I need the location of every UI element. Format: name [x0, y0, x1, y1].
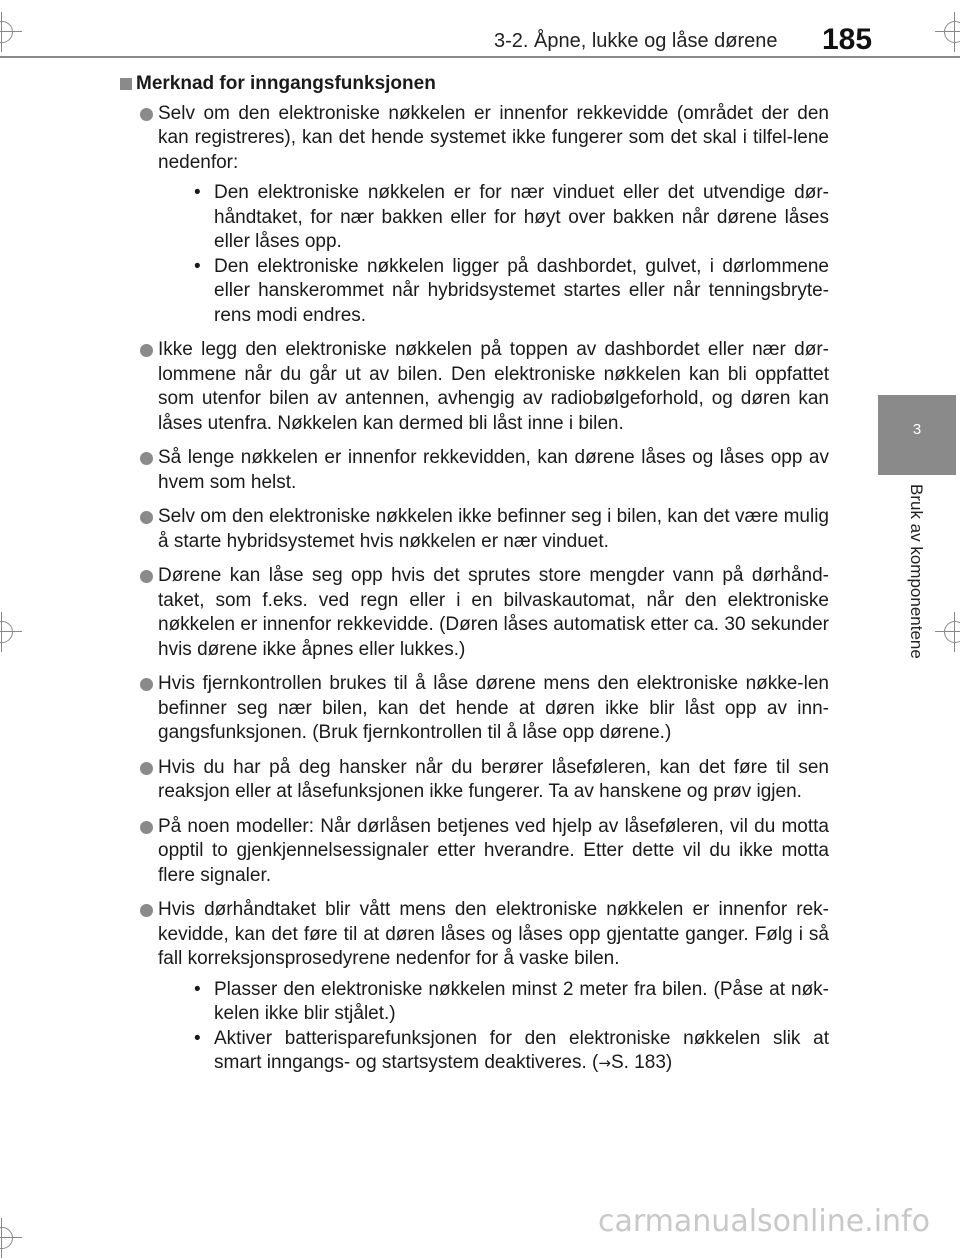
circle-bullet-icon — [140, 762, 153, 775]
list-item — [119, 338, 829, 436]
list-item-text: Så lenge nøkkelen er innenfor rekkevidden, kan dørene låses og låses opp av hvem som helst. — [158, 447, 829, 493]
list-item — [119, 815, 829, 889]
sub-list-item-text-before: Aktiver batterisparefunksjonen for den elektroniske nøkkelen slik at smart inngangs- og startsystem deaktiveres. ( — [214, 1027, 829, 1073]
page-number: 185 — [822, 23, 873, 56]
chapter-number: 3 — [912, 421, 922, 438]
list-item — [119, 756, 829, 805]
sub-list-item-text: Den elektroniske nøkkelen ligger på dashbordet, gulvet, i dørlommene eller hanskerommet når hybridsystemet startes eller når tenningsbryte-rens modi endres. — [214, 255, 829, 326]
list-item — [119, 672, 829, 746]
header-rule — [0, 56, 960, 58]
list-item — [119, 446, 829, 495]
circle-bullet-icon — [140, 904, 153, 917]
note-heading-text: Merknad for inngangsfunksjonen — [136, 73, 436, 94]
list-item-text: På noen modeller: Når dørlåsen betjenes ved hjelp av låseføleren, vil du motta opptil to gjenkjennelsessignaler etter hverandre. Etter dette vil du ikke motta flere signaler. — [158, 815, 829, 886]
list-item-text: Hvis du har på deg hansker når du berører låseføleren, kan det føre til sen reaksjon eller at låsefunksjonen ikke fungerer. Ta av hanskene og prøv igjen. — [158, 756, 829, 802]
list-item-text: Selv om den elektroniske nøkkelen er innenfor rekkevidde (området der den kan registreres), kan det hende systemet ikke fungerer som det skal i tilfel-lene nedenfor: — [158, 102, 829, 173]
sub-list-item — [158, 1027, 829, 1076]
sub-list-item — [158, 978, 829, 1027]
bullet-icon: • — [194, 1027, 201, 1049]
list-item-text: Selv om den elektroniske nøkkelen ikke befinner seg i bilen, kan det være mulig å starte hybridsystemet hvis nøkkelen er nær vinduet. — [158, 506, 829, 552]
registration-mark-top-left — [0, 18, 16, 46]
sub-list-item-text: Den elektroniske nøkkelen er for nær vinduet eller det utvendige dør-håndtaket, for nær bakken eller for høyt over bakken når dørene låses eller låses opp. — [214, 182, 829, 252]
circle-bullet-icon — [140, 452, 153, 465]
arrow-right-icon: → — [598, 1054, 611, 1072]
section-title: 3-2. Åpne, lukke og låse dørene — [494, 30, 778, 52]
circle-bullet-icon — [140, 108, 153, 121]
note-heading — [119, 72, 829, 97]
chapter-label: Bruk av komponentene — [907, 484, 926, 659]
circle-bullet-icon — [140, 511, 153, 524]
sub-list — [158, 978, 829, 1076]
chapter-label-container — [878, 478, 956, 698]
list-item — [119, 102, 829, 329]
circle-bullet-icon — [140, 821, 153, 834]
list-item — [119, 898, 829, 1076]
page-reference-link[interactable]: S. 183) — [610, 1052, 673, 1073]
circle-bullet-icon — [140, 678, 153, 691]
registration-mark-top-right — [941, 18, 960, 46]
sub-list — [158, 181, 829, 328]
bullet-icon: • — [194, 255, 201, 277]
list-item — [119, 564, 829, 662]
sub-list-item — [158, 255, 829, 329]
bullet-icon: • — [194, 978, 201, 1000]
chapter-tab — [878, 395, 956, 475]
list-item-text: Hvis fjernkontrollen brukes til å låse dørene mens den elektroniske nøkke-len befinner seg nær bilen, kan det hende at døren ikke blir låst opp av inn-gangsfunksjonen. (Bruk fjernkontrollen til å låse opp dørene.) — [158, 673, 829, 743]
main-content — [119, 72, 829, 1086]
registration-mark-mid-left — [0, 618, 16, 646]
sub-list-item-text: Plasser den elektroniske nøkkelen minst 2 meter fra bilen. (Påse at nøk-kelen ikke blir stjålet.) — [214, 978, 829, 1024]
circle-bullet-icon — [140, 344, 153, 357]
sub-list-item — [158, 181, 829, 255]
list-item — [119, 505, 829, 554]
square-bullet-icon — [120, 78, 132, 90]
list-item-text: Ikke legg den elektroniske nøkkelen på toppen av dashbordet eller nær dør-lommene når du går ut av bilen. Den elektroniske nøkkelen kan bli oppfattet som utenfor bilen av antennen, avhengig av radiobølgeforhold, og døren kan låses utenfra. Nøkkelen kan dermed bli låst inne i bilen. — [158, 339, 829, 434]
bullet-icon: • — [194, 182, 201, 203]
watermark: carmanualsonline.info — [598, 1204, 930, 1239]
list-item-text: Dørene kan låse seg opp hvis det sprutes store mengder vann på dørhånd-taket, som f.eks. ved regn eller i en bilvaskautomat, når den elektroniske nøkkelen er innenfor rekkevidde. (Døren låses automatisk etter ca. 30 sekunder hvis dørene ikke åpnes eller lukkes.) — [158, 565, 829, 660]
circle-bullet-icon — [140, 570, 153, 583]
registration-mark-bottom-left — [0, 1224, 16, 1252]
list-item-text: Hvis dørhåndtaket blir vått mens den elektroniske nøkkelen er innenfor rek-kevidde, kan det føre til at døren låses og låses opp gjentatte ganger. Følg i så fall korreksjonsprosedyrene nedenfor for å vaske bilen. — [158, 899, 829, 969]
